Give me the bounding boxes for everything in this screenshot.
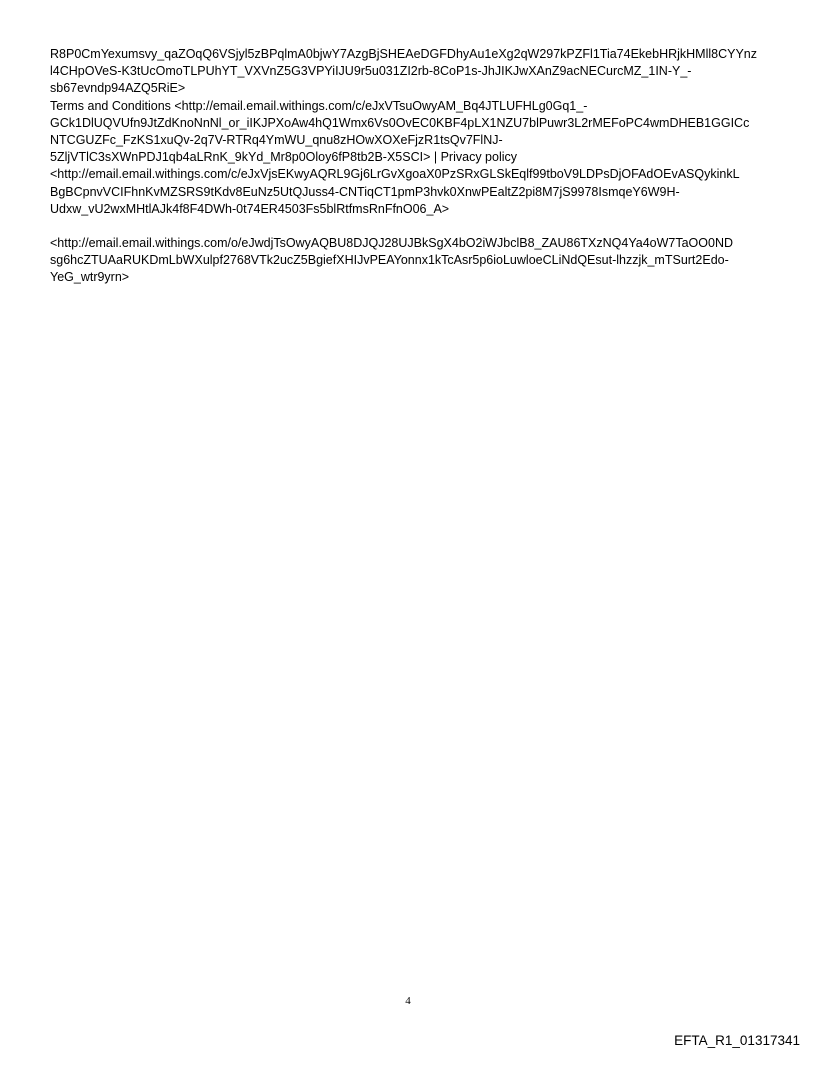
document-body [50, 46, 790, 287]
text-line: BgBCpnvVCIFhnKvMZSRS9tKdv8EuNz5UtQJuss4-CNTiqCT1pmP3hvk0XnwPEaltZ2pi8M7jS9978IsmqeY6W9H- [50, 184, 680, 199]
text-line: NTCGUZFc_FzKS1xuQv-2q7V-RTRq4YmWU_qnu8zHOwXOXeFjzR1tsQv7FlNJ- [50, 133, 503, 148]
text-line: 5ZljVTlC3sXWnPDJ1qb4aLRnK_9kYd_Mr8p0Oloy6fP8tb2B-X5SCI> | Privacy policy [50, 150, 517, 165]
document-id: EFTA_R1_01317341 [674, 1033, 800, 1048]
text-line: sb67evndp94AZQ5RiE> [50, 81, 186, 96]
text-line: GCk1DlUQVUfn9JtZdKnoNnNl_or_iIKJPXoAw4hQ1Wmx6Vs0OvEC0KBF4pLX1NZU7blPuwr3L2rMEFoPC4wmDHEB1GGICc [50, 115, 750, 130]
page-number: 4 [405, 995, 411, 1007]
text-line: Udxw_vU2wxMHtlAJk4f8F4DWh-0t74ER4503Fs5blRtfmsRnFfnO06_A> [50, 201, 450, 216]
text-line: sg6hcZTUAaRUKDmLbWXulpf2768VTk2ucZ5BgiefXHIJvPEAYonnx1kTcAsr5p6ioLuwloeCLiNdQEsut-lhzzjk_mTSurt2Edo- [50, 253, 729, 268]
text-line: <http://email.email.withings.com/c/eJxVjsEKwyAQRL9Gj6LrGvXgoaX0PzSRxGLSkEqlf99tboV9LDPsDjOFAdOEvASQykinkL [50, 167, 740, 182]
text-line: <http://email.email.withings.com/o/eJwdjTsOwyAQBU8DJQJ28UJBkSgX4bO2iWJbclB8_ZAU86TXzNQ4Ya4oW7TaOO0ND [50, 236, 734, 251]
paragraph-gap [50, 218, 790, 235]
text-line: l4CHpOVeS-K3tUcOmoTLPUhYT_VXVnZ5G3VPYiIJU9r5u031ZI2rb-8CoP1s-JhJIKJwXAnZ9acNECurcMZ_1IN-Y_- [50, 64, 692, 79]
text-line: Terms and Conditions <http://email.email.withings.com/c/eJxVTsuOwyAM_Bq4JTLUFHLg0Gq1_- [50, 98, 588, 113]
text-line: R8P0CmYexumsvy_qaZOqQ6VSjyl5zBPqlmA0bjwY7AzgBjSHEAeDGFDhyAu1eXg2qW297kPZFl1Tia74EkebHRjkHMll8CYYnz [50, 47, 758, 61]
text-line: YeG_wtr9yrn> [50, 270, 130, 285]
